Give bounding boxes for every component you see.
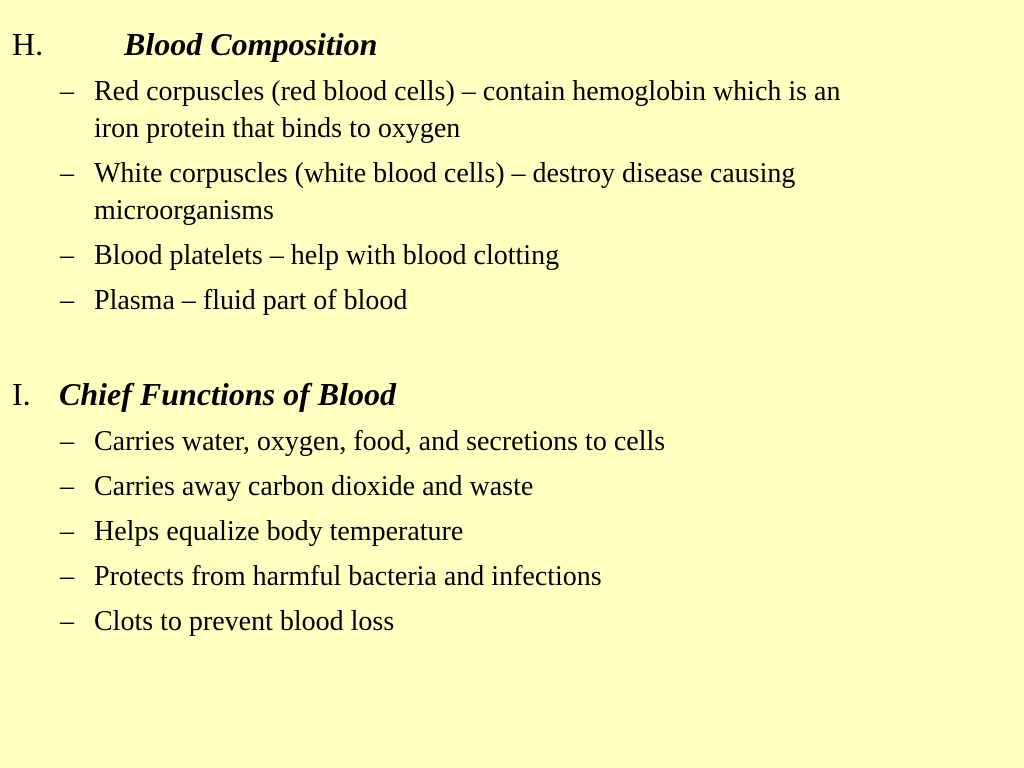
list-item-text: Clots to prevent blood loss [94,606,395,637]
list-item-text: Plasma – fluid part of blood [94,285,408,316]
dash-bullet-icon: – [60,76,74,107]
list-item [0,73,854,147]
dash-bullet-icon: – [60,471,74,502]
section-title: Chief Functions of Blood [59,376,396,412]
dash-bullet-icon: – [60,606,74,637]
section-chief-functions [0,372,1024,648]
section-letter: H. [12,26,44,62]
list-item-text: Blood platelets – help with blood clotting [94,240,560,271]
section-letter: I. [12,376,31,412]
list-item [0,468,854,505]
list-item [0,237,854,274]
bullet-list [0,423,1024,640]
section-title: Blood Composition [124,26,378,62]
list-item-text: Protects from harmful bacteria and infections [94,561,602,592]
dash-bullet-icon: – [60,426,74,457]
dash-bullet-icon: – [60,561,74,592]
list-item [0,513,854,550]
list-item [0,603,854,640]
section-heading [0,372,1024,416]
dash-bullet-icon: – [60,240,74,271]
list-item-text: Carries away carbon dioxide and waste [94,471,534,502]
section-heading [0,22,1024,66]
dash-bullet-icon: – [60,158,74,189]
list-item [0,282,854,319]
section-blood-composition [0,22,1024,327]
list-item [0,558,854,595]
list-item-text: Helps equalize body temperature [94,516,464,547]
dash-bullet-icon: – [60,516,74,547]
list-item [0,155,854,229]
list-item-text: White corpuscles (white blood cells) – destroy disease causing microorganisms [94,158,796,226]
list-item-text: Red corpuscles (red blood cells) – contain hemoglobin which is an iron protein that binds to oxygen [94,76,841,144]
list-item [0,423,854,460]
dash-bullet-icon: – [60,285,74,316]
list-item-text: Carries water, oxygen, food, and secretions to cells [94,426,666,457]
bullet-list [0,73,1024,319]
